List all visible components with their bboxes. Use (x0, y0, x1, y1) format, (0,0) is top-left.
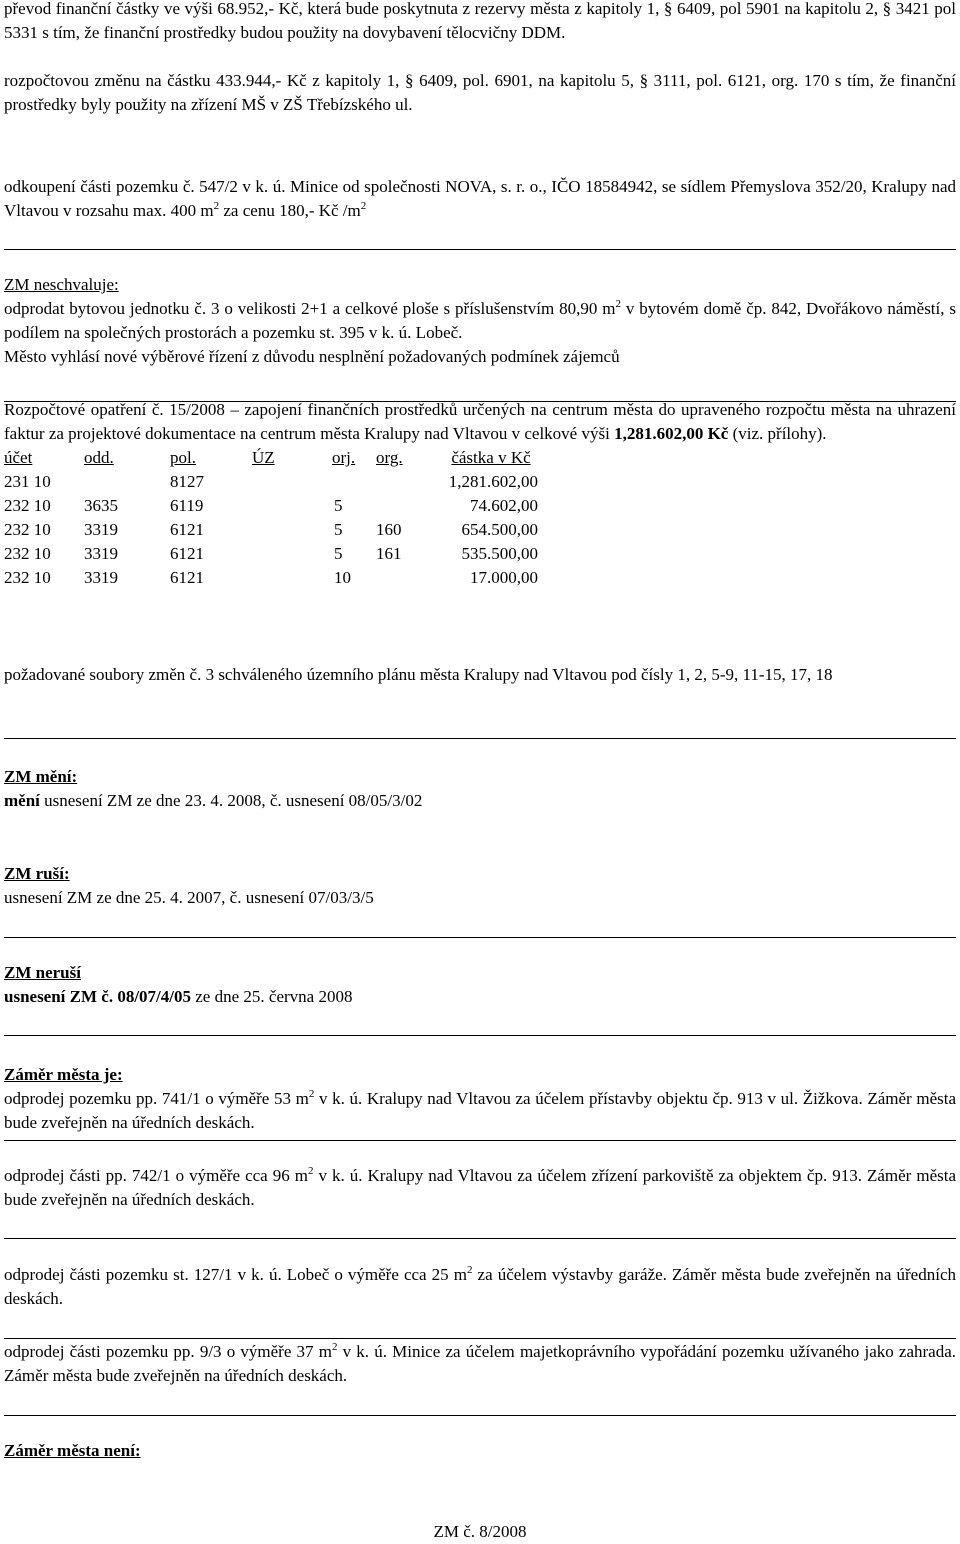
paragraph-budget-measure (4, 398, 956, 446)
table-cell: 8127 (170, 472, 204, 491)
budget-measure-text: Rozpočtové opatření č. 15/2008 – zapojení finančních prostředků určených na centrum města do upraveného rozpočtu města na uhrazení faktur za projektové dokumentace na centrum města Kralupy nad Vltavou v celkové výši (4, 400, 956, 443)
section-heading: Záměr města je: (4, 1065, 123, 1084)
table-cell: 1,281.602,00 (448, 472, 538, 491)
zamer-item-text-cont: v k. ú. Kralupy nad Vltavou za účelem přístavby objektu čp. 913 v ul. Žižkova. Záměr města bude zveřejněn na úředních deskách. (4, 1089, 956, 1132)
section-neschvaluje (4, 273, 956, 369)
table-cell (252, 494, 332, 518)
section-heading: ZM mění: (4, 767, 78, 786)
table-cell: 6121 (170, 544, 204, 563)
budget-amount: 1,281.602,00 Kč (614, 424, 729, 443)
table-cell: 74.602,00 (470, 496, 538, 515)
table-header-row (4, 446, 538, 470)
section-heading: ZM neruší (4, 963, 81, 982)
table-cell: 5 (334, 544, 343, 563)
table-header-cell: odd. (84, 448, 114, 467)
superscript: 2 (213, 200, 220, 212)
table-row (4, 566, 538, 590)
table-cell: 10 (334, 568, 351, 587)
paragraph-zoning-plan (4, 663, 956, 687)
section-zamer-neni (4, 1439, 956, 1463)
table-cell (252, 542, 332, 566)
table-header-cell: pol. (170, 448, 196, 467)
table-cell: 17.000,00 (470, 568, 538, 587)
zoning-plan-text: požadované soubory změn č. 3 schváleného územního plánu města Kralupy nad Vltavou pod čísly 1, 2, 5-9, 11-15, 17, 18 (4, 665, 833, 684)
table-cell (84, 470, 170, 494)
table-row (4, 518, 538, 542)
paragraph-land-purchase (4, 175, 956, 223)
page-footer: ZM č. 8/2008 (433, 1522, 527, 1541)
table-cell: 160 (376, 520, 402, 539)
superscript: 2 (307, 1165, 314, 1177)
table-header-cell: org. (376, 448, 403, 467)
table-cell (252, 566, 332, 590)
superscript: 2 (360, 200, 367, 212)
table-cell: 161 (376, 544, 402, 563)
section-meni (4, 765, 956, 813)
nerusi-detail: ze dne 25. června 2008 (191, 987, 353, 1006)
table-cell: 535.500,00 (461, 544, 538, 563)
table-cell (376, 566, 444, 590)
table-cell: 6119 (170, 496, 204, 515)
zamer-item-text: odprodej pozemku pp. 741/1 o výměře 53 m (4, 1089, 309, 1108)
section-heading: ZM neschvaluje: (4, 275, 119, 294)
zamer-item-4 (4, 1340, 956, 1388)
table-cell (332, 470, 376, 494)
superscript: 2 (466, 1264, 473, 1276)
budget-measure-text-end: (viz. přílohy). (728, 424, 827, 443)
table-cell: 3319 (84, 568, 118, 587)
zamer-item-text: odprodej části pozemku st. 127/1 v k. ú. Lobeč o výměře cca 25 m (4, 1265, 467, 1284)
table-cell: 232 10 (4, 544, 51, 563)
table-cell: 231 10 (4, 472, 51, 491)
superscript: 2 (615, 298, 621, 310)
meni-text (4, 789, 956, 813)
table-header-cell: částka v Kč (451, 448, 531, 467)
table-cell: 232 10 (4, 568, 51, 587)
table-header-cell: účet (4, 448, 33, 467)
section-heading: ZM ruší: (4, 864, 70, 883)
superscript: 2 (331, 1341, 338, 1353)
divider (4, 249, 956, 250)
land-purchase-price: za cenu 180,- Kč /m (219, 201, 361, 220)
zamer-item-2 (4, 1164, 956, 1212)
table-cell: 654.500,00 (461, 520, 538, 539)
divider (4, 1035, 956, 1036)
table-cell (252, 470, 332, 494)
divider (4, 937, 956, 938)
zamer-item-text-cont: v k. ú. Minice za účelem majetkoprávního vypořádání pozemku užívaného jako zahrada. Záměr města bude zveřejněn na úředních deskách. (4, 1342, 956, 1385)
table-cell: 3319 (84, 544, 118, 563)
table-cell: 232 10 (4, 496, 51, 515)
section-nerusi (4, 961, 956, 1009)
divider (4, 1238, 956, 1239)
paragraph-new-tender: Město vyhlásí nové výběrové řízení z důvodu nesplnění požadovaných podmínek zájemců (4, 347, 620, 366)
zamer-item-text-cont: v k. ú. Kralupy nad Vltavou za účelem zřízení parkoviště za objektem čp. 913. Záměr města bude zveřejněn na úředních deskách. (4, 1166, 957, 1209)
flat-sale-text-cont: v bytovém domě čp. 842, Dvořákovo náměstí, s podílem na společných prostorách a pozemku st. 395 v k. ú. Lobeč. (4, 299, 956, 342)
table-cell (252, 518, 332, 542)
divider (4, 1338, 956, 1339)
budget-table (4, 446, 538, 590)
table-row (4, 494, 538, 518)
zamer-item-text: odprodej části pp. 742/1 o výměře cca 96 m (4, 1166, 308, 1185)
section-heading: Záměr města není: (4, 1441, 141, 1460)
table-header-cell: orj. (332, 448, 356, 467)
table-cell (376, 494, 444, 518)
flat-sale-text: odprodat bytovou jednotku č. 3 o velikosti 2+1 a celkové ploše s příslušenstvím 80,90 m (4, 299, 616, 318)
table-cell: 5 (334, 520, 343, 539)
table-row (4, 470, 538, 494)
table-cell (376, 470, 444, 494)
table-cell: 3319 (84, 520, 118, 539)
superscript: 2 (308, 1088, 315, 1100)
meni-bold: mění (4, 791, 40, 810)
meni-detail: usnesení ZM ze dne 23. 4. 2008, č. usnesení 08/05/3/02 (39, 791, 423, 810)
section-budget-measure (4, 398, 956, 590)
zamer-item-3 (4, 1263, 956, 1311)
table-cell: 5 (334, 496, 343, 515)
table-header-cell: ÚZ (252, 448, 275, 467)
nerusi-bold: usnesení ZM č. 08/07/4/05 (4, 987, 192, 1006)
zamer-item-1 (4, 1087, 956, 1135)
nerusi-text (4, 985, 956, 1009)
paragraph-transfer: převod finanční částky ve výši 68.952,- Kč, která bude poskytnuta z rezervy města z kapitoly 1, § 6409, pol 5901 na kapitolu 2, § 3421 pol 5331 s tím, že finanční prostředky budou použity na dovybavení tělocvičny DDM. (4, 0, 956, 42)
table-cell: 232 10 (4, 520, 51, 539)
zamer-item-text: odprodej části pozemku pp. 9/3 o výměře 37 m (4, 1342, 332, 1361)
divider (4, 1140, 956, 1141)
section-zamer (4, 1063, 956, 1135)
rusi-text: usnesení ZM ze dne 25. 4. 2007, č. usnesení 07/03/3/5 (4, 888, 374, 907)
table-cell: 6121 (170, 568, 204, 587)
divider (4, 1415, 956, 1416)
land-purchase-text: odkoupení části pozemku č. 547/2 v k. ú. Minice od společnosti NOVA, s. r. o., IČO 18584942, se sídlem Přemyslova 352/20, Kralupy nad Vltavou v rozsahu max. 400 m (4, 177, 956, 220)
zamer-item-text-cont: za účelem výstavby garáže. Záměr města bude zveřejněn na úředních deskách. (4, 1265, 956, 1308)
section-rusi (4, 862, 956, 910)
paragraph-flat-sale (4, 297, 956, 345)
table-row (4, 542, 538, 566)
divider (4, 738, 956, 739)
table-cell: 3635 (84, 496, 118, 515)
table-cell: 6121 (170, 520, 204, 539)
paragraph-budget-change: rozpočtovou změnu na částku 433.944,- Kč z kapitoly 1, § 6409, pol. 6901, na kapitolu 5, § 3111, pol. 6121, org. 170 s tím, že finanční prostředky byly použity na zřízení MŠ v ZŠ Třebízského ul. (4, 71, 956, 114)
